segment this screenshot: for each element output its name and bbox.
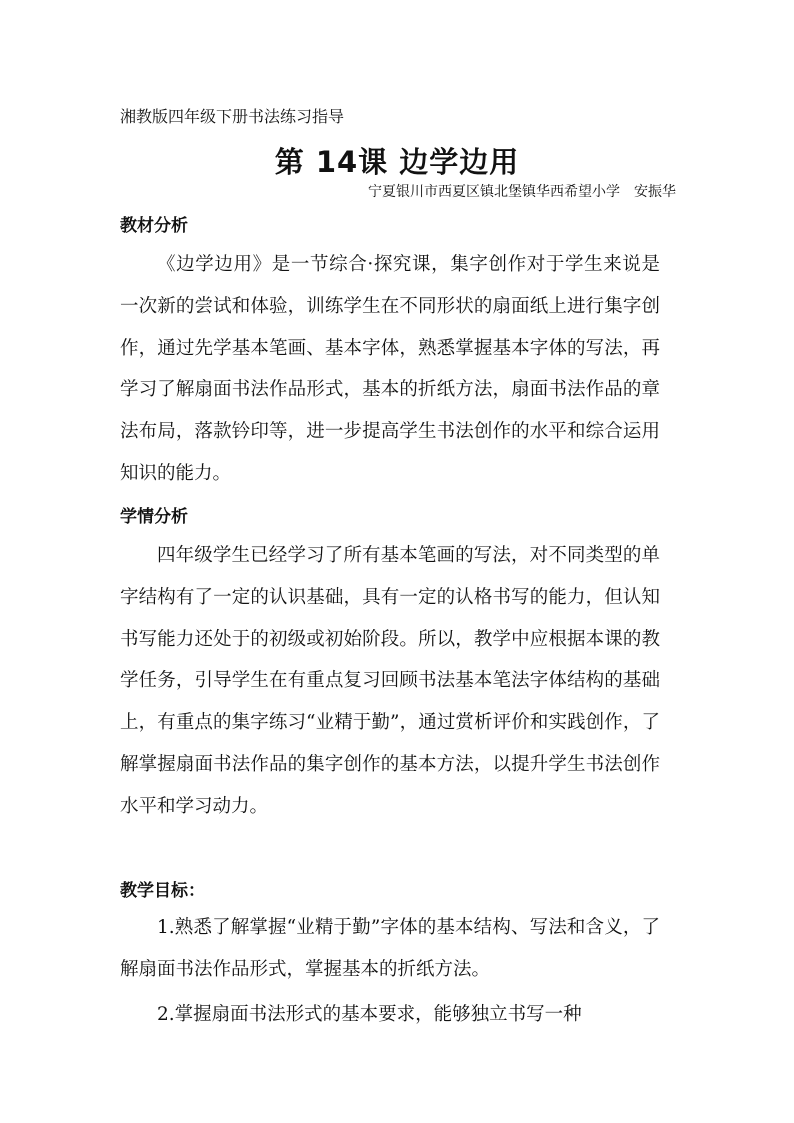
- textbook-analysis-paragraph: 《边学边用》是一节综合·探究课，集字创作对于学生来说是一次新的尝试和体验，训练学生在不同形状的扇面纸上进行集字创作，通过先学基本笔画、基本字体，熟悉掌握基本字体的写法，再学习了解扇面书法作品形式，基本的折纸方法，扇面书法作品的章法布局，落款钤印等，进一步提高学生书法创作的水平和综合运用知识的能力。: [120, 254, 660, 484]
- objective-item-1: 1.熟悉了解掌握“业精于勤”字体的基本结构、写法和含义，了解扇面书法作品形式，掌握基本的折纸方法。: [120, 917, 660, 980]
- section-heading-student-analysis: 学情分析: [120, 507, 188, 527]
- author-line: 宁夏银川市西夏区镇北堡镇华西希望小学 安振华: [368, 184, 676, 200]
- document-subtitle: 湘教版四年级下册书法练习指导: [120, 107, 345, 126]
- page-title: 第 14课 边学边用: [274, 145, 520, 179]
- objective-item-2: 2.掌握扇面书法形式的基本要求，能够独立书写一种: [157, 1004, 582, 1025]
- student-analysis-paragraph: 四年级学生已经学习了所有基本笔画的写法，对不同类型的单字结构有了一定的认识基础，具有一定的认格书写的能力，但认知书写能力还处于的初级或初始阶段。所以，教学中应根据本课的教学任务，引导学生在有重点复习回顾书法基本笔法字体结构的基础上，有重点的集字练习“业精于勤”，通过赏析评价和实践创作，了解掌握扇面书法作品的集字创作的基本方法，以提升学生书法创作水平和学习动力。: [120, 545, 660, 817]
- section-heading-teaching-objectives: 教学目标：: [120, 881, 205, 901]
- section-heading-textbook-analysis: 教材分析: [120, 216, 188, 236]
